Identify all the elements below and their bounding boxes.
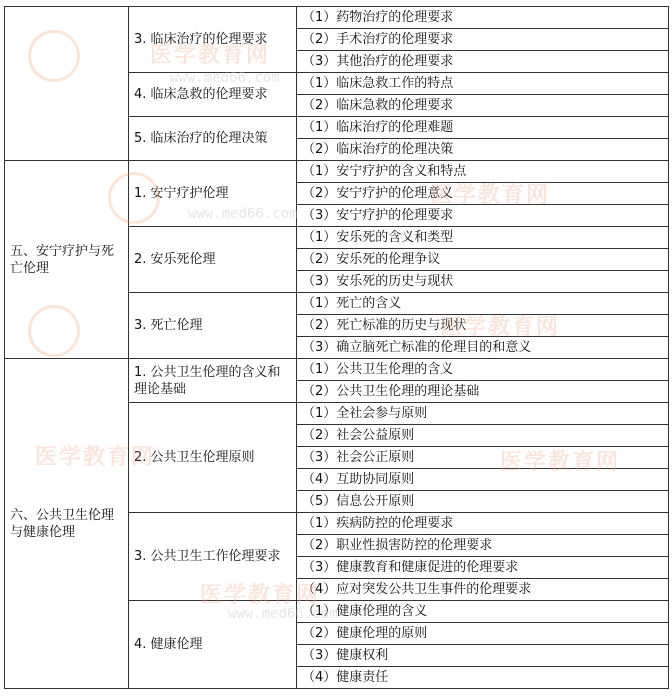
watermark-url: www.med66.com [228,606,338,622]
table-row [5,359,669,381]
item-cell: （1）安宁疗护的含义和特点 [297,161,669,183]
item-cell: （3）健康权利 [297,645,669,667]
item-cell: （3）确立脑死亡标准的伦理目的和意义 [297,337,669,359]
item-cell: （1）公共卫生伦理的含义 [297,359,669,381]
item-cell: （2）临床治疗的伦理决策 [297,139,669,161]
topic-cell: 2. 公共卫生伦理原则 [129,403,297,513]
watermark-url: www.med66.com [170,70,280,86]
item-cell: （2）安乐死的伦理争议 [297,249,669,271]
topic-cell: 3. 公共卫生工作伦理要求 [129,513,297,601]
item-cell: （3）社会公正原则 [297,447,669,469]
watermark-text: 医学教育网 [150,43,271,68]
item-cell: （4）互助协同原则 [297,469,669,491]
watermark-text: 医学教育网 [440,315,561,340]
watermark-text: 医学教育网 [200,583,321,608]
item-cell: （2）死亡标准的历史与现状 [297,315,669,337]
table-row [5,7,669,29]
item-cell: （1）临床治疗的伦理难题 [297,117,669,139]
chapter-cell: 六、公共卫生伦理与健康伦理 [5,359,129,689]
topic-cell: 4. 健康伦理 [129,601,297,689]
topic-cell: 3. 死亡伦理 [129,293,297,359]
item-cell: （3）健康教育和健康促进的伦理要求 [297,557,669,579]
item-cell: （3）其他治疗的伦理要求 [297,51,669,73]
topic-cell: 4. 临床急救的伦理要求 [129,73,297,117]
item-cell: （1）疾病防控的伦理要求 [297,513,669,535]
chapter-cell [5,7,129,161]
watermark-text: 医学教育网 [430,183,551,208]
item-cell: （2）职业性损害防控的伦理要求 [297,535,669,557]
topic-cell: 1. 公共卫生伦理的含义和理论基础 [129,359,297,403]
table-row [5,161,669,183]
topic-cell: 2. 安乐死伦理 [129,227,297,293]
item-cell: （5）信息公开原则 [297,491,669,513]
item-cell: （1）临床急救工作的特点 [297,73,669,95]
item-cell: （1）死亡的含义 [297,293,669,315]
topic-cell: 1. 安宁疗护伦理 [129,161,297,227]
item-cell: （2）安宁疗护的伦理意义 [297,183,669,205]
topic-cell: 3. 临床治疗的伦理要求 [129,7,297,73]
item-cell: （2）公共卫生伦理的理论基础 [297,381,669,403]
watermark-text: 医学教育网 [500,450,621,475]
watermark-text: 医学教育网 [35,445,156,470]
item-cell: （1）健康伦理的含义 [297,601,669,623]
topic-cell: 5. 临床治疗的伦理决策 [129,117,297,161]
syllabus-table [4,6,669,689]
syllabus-table-body [5,7,669,689]
item-cell: （2）社会公益原则 [297,425,669,447]
item-cell: （3）安乐死的历史与现状 [297,271,669,293]
item-cell: （2）临床急救的伦理要求 [297,95,669,117]
item-cell: （1）安乐死的含义和类型 [297,227,669,249]
item-cell: （1）药物治疗的伦理要求 [297,7,669,29]
item-cell: （4）健康责任 [297,667,669,689]
item-cell: （2）手术治疗的伦理要求 [297,29,669,51]
chapter-cell: 五、安宁疗护与死亡伦理 [5,161,129,359]
item-cell: （2）健康伦理的原则 [297,623,669,645]
item-cell: （3）安宁疗护的伦理要求 [297,205,669,227]
watermark-url: www.med66.com [188,206,298,222]
item-cell: （1）全社会参与原则 [297,403,669,425]
item-cell: （4）应对突发公共卫生事件的伦理要求 [297,579,669,601]
